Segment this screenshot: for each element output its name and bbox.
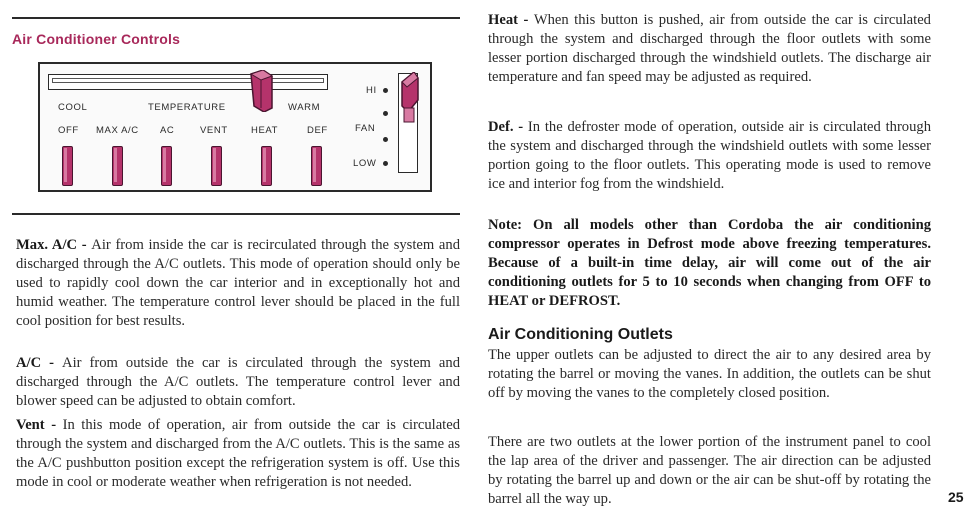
fan-mid-dot-1 [383, 111, 388, 116]
upper-outlets-description: The upper outlets can be adjusted to direct the air to any desired area by rotating the barrel or moving the vanes. In addition, the outlets can be shut off by moving the vanes to the completely closed position. [488, 347, 931, 401]
off-button[interactable] [62, 146, 73, 186]
vent-lead: Vent - [16, 417, 63, 433]
temp-warm-label: WARM [288, 102, 321, 113]
defrost-note: Note: On all models other than Cordoba the air conditioning compressor operates in Defrost mode above freezing temperatures. Because of a built-in time delay, air will come out of the air conditioning outlets for 5 to 10 seconds when changing from OFF to HEAT or DEFROST. [488, 217, 931, 309]
def-description [488, 118, 931, 194]
temperature-lever[interactable] [248, 70, 274, 112]
button-label-def: DEF [307, 125, 328, 136]
panel-bottom-rule [12, 213, 460, 215]
vent-text: In this mode of operation, air from outside the car is circulated through the system and discharged from the A/C outlets. This is the same as the A/C pushbutton position except the refrigeration system is off. Use this mode in cool or moderate weather when refrigeration is not needed. [16, 417, 460, 490]
fan-hi-dot [383, 88, 388, 93]
ac-description [16, 354, 460, 411]
top-rule [12, 17, 460, 19]
heat-description [488, 11, 931, 87]
def-lead: Def. - [488, 119, 528, 135]
button-label-ac: AC [160, 125, 175, 136]
ac-button[interactable] [161, 146, 172, 186]
def-button[interactable] [311, 146, 322, 186]
fan-low-label: LOW [353, 158, 377, 169]
def-text: In the defroster mode of operation, outside air is circulated through the system and discharged through the windshield outlets with some lesser portion going to the floor outlets. This operating mode is used to remove ice and interior fog from the windshield. [488, 119, 931, 192]
heat-text: When this button is pushed, air from outside the car is circulated through the system and discharged through the floor outlets with some lesser portion discharged through the windshield outlets. The discharge air temperature and fan speed may be adjusted as required. [488, 12, 931, 85]
fan-hi-label: HI [366, 85, 377, 96]
ac-lead: A/C - [16, 355, 63, 371]
vent-description [16, 416, 460, 492]
button-label-vent: VENT [200, 125, 228, 136]
lower-outlets-description: There are two outlets at the lower portion of the instrument panel to cool the lap area of the driver and passenger. The air direction can be adjusted by rotating the barrel up and down or the air can be shut-off by rotating the barrel all the way up. [488, 434, 931, 507]
temp-cool-label: COOL [58, 102, 88, 113]
fan-label: FAN [355, 123, 376, 134]
fan-lever[interactable] [398, 72, 420, 124]
button-label-off: OFF [58, 125, 79, 136]
section-title: Air Conditioner Controls [12, 31, 181, 47]
heat-lead: Heat - [488, 12, 534, 28]
max-ac-text: Air from inside the car is recirculated through the system and discharged through the A/C outlets. This mode of operation should only be used to rapidly cool down the car interior and in exceptionally hot and humid weather. The temperature control lever should be placed in the full cool position for best results. [16, 237, 460, 329]
temperature-label: TEMPERATURE [148, 102, 226, 113]
fan-low-dot [383, 161, 388, 166]
outlets-heading: Air Conditioning Outlets [488, 326, 673, 343]
fan-mid-dot-2 [383, 137, 388, 142]
ac-control-panel [38, 62, 432, 192]
heat-button[interactable] [261, 146, 272, 186]
temperature-slider-track[interactable] [48, 74, 328, 90]
button-label-heat: HEAT [251, 125, 279, 136]
ac-text: Air from outside the car is circulated through the system and discharged through the A/C outlets. The temperature control lever and blower speed can be adjusted to obtain comfort. [16, 355, 460, 409]
page-number: 25 [948, 489, 964, 505]
button-label-max-ac: MAX A/C [96, 125, 139, 136]
max-ac-lead: Max. A/C - [16, 237, 92, 253]
max-ac-description [16, 236, 460, 331]
vent-button[interactable] [211, 146, 222, 186]
max-ac-button[interactable] [112, 146, 123, 186]
